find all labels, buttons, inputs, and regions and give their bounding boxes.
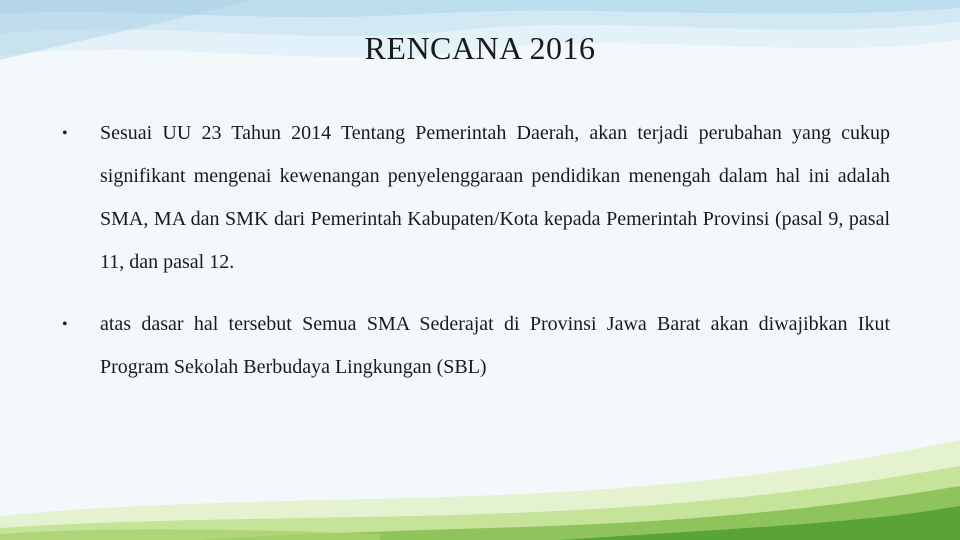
watercolor-grass-background: [0, 430, 960, 540]
bullet-text: atas dasar hal tersebut Semua SMA Sederajat di Provinsi Jawa Barat akan diwajibkan Ikut Program Sekolah Berbudaya Lingkungan (SBL): [100, 313, 890, 378]
bullet-item: [60, 303, 890, 389]
bullet-marker: •: [62, 316, 68, 333]
slide-title: RENCANA 2016: [364, 30, 596, 66]
bullet-list: [60, 112, 890, 408]
bullet-item: [60, 112, 890, 284]
bullet-marker: •: [62, 125, 68, 142]
bullet-text: Sesuai UU 23 Tahun 2014 Tentang Pemerintah Daerah, akan terjadi perubahan yang cukup signifikant mengenai kewenangan penyelenggaraan pendidikan menengah dalam hal ini adalah SMA, MA dan SMK dari Pemerintah Kabupaten/Kota kepada Pemerintah Provinsi (pasal 9, pasal 11, dan pasal 12.: [100, 122, 890, 273]
